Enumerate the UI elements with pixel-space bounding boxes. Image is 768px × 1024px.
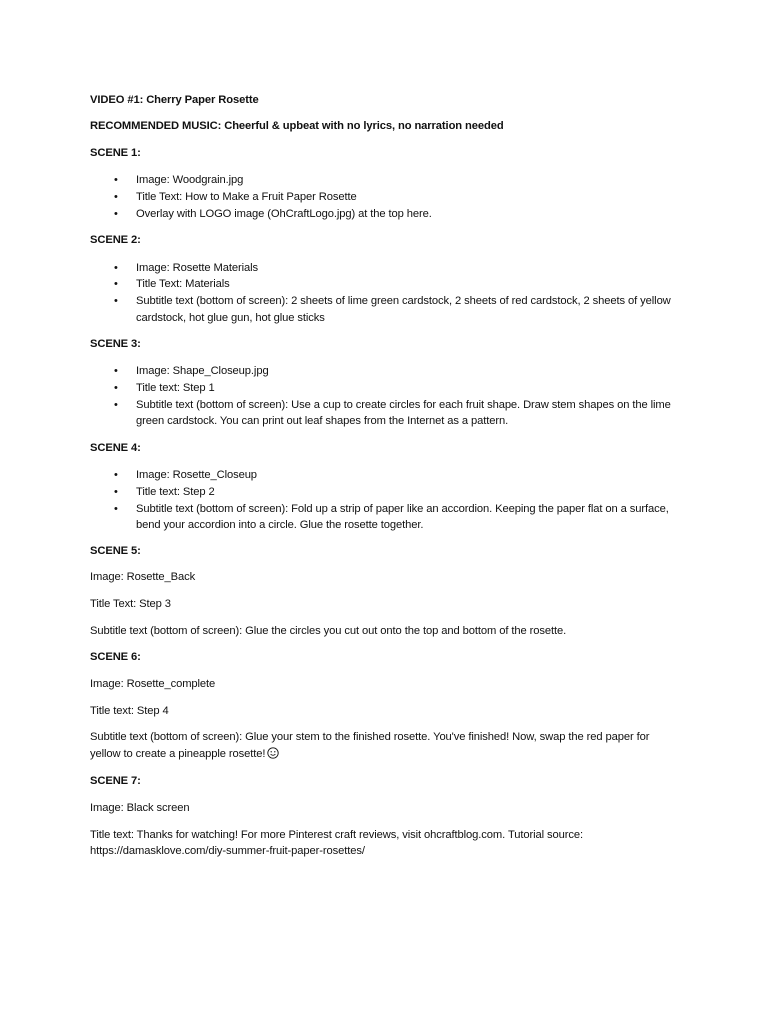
bullet: • (114, 262, 118, 274)
recommended-music: RECOMMENDED MUSIC: Cheerful & upbeat with no lyrics, no narration needed (90, 120, 504, 132)
bullet: • (114, 278, 118, 290)
scene-5-heading: SCENE 5: (90, 545, 141, 557)
scene-7-title-line-1: Title text: Thanks for watching! For more Pinterest craft reviews, visit ohcraftblog.com. Tutorial source: (90, 829, 584, 841)
bullet: • (114, 399, 118, 411)
bullet: • (114, 469, 118, 481)
scene-6-title: Title text: Step 4 (90, 705, 169, 717)
scene-6-subtitle-line-1: Subtitle text (bottom of screen): Glue your stem to the finished rosette. You've finished! Now, swap the red paper for (90, 731, 650, 743)
bullet: • (114, 382, 118, 394)
scene-3-title: Title text: Step 1 (136, 382, 215, 394)
scene-2-title: Title Text: Materials (136, 278, 230, 290)
bullet: • (114, 503, 118, 515)
scene-7-image: Image: Black screen (90, 802, 190, 814)
scene-6-subtitle-line-2-wrap (90, 747, 279, 763)
scene-3-image: Image: Shape_Closeup.jpg (136, 365, 269, 377)
scene-5-title: Title Text: Step 3 (90, 598, 171, 610)
scene-1-overlay: Overlay with LOGO image (OhCraftLogo.jpg) at the top here. (136, 208, 432, 220)
scene-2-subtitle-line-2: cardstock, hot glue gun, hot glue sticks (136, 312, 325, 324)
scene-7-tutorial-link: https://damasklove.com/diy-summer-fruit-paper-rosettes/ (90, 845, 365, 857)
smiley-face-icon (267, 747, 279, 763)
scene-7-heading: SCENE 7: (90, 775, 141, 787)
scene-4-image: Image: Rosette_Closeup (136, 469, 257, 481)
scene-4-subtitle-line-1: Subtitle text (bottom of screen): Fold up a strip of paper like an accordion. Keeping the paper flat on a surface, (136, 503, 669, 515)
bullet: • (114, 365, 118, 377)
scene-5-image: Image: Rosette_Back (90, 571, 196, 583)
scene-6-subtitle-line-2: yellow to create a pineapple rosette! (90, 748, 266, 760)
scene-1-image: Image: Woodgrain.jpg (136, 174, 244, 186)
bullet: • (114, 486, 118, 498)
scene-3-subtitle-line-2: green cardstock. You can print out leaf shapes from the Internet as a pattern. (136, 415, 509, 427)
scene-1-heading: SCENE 1: (90, 147, 141, 159)
scene-5-subtitle: Subtitle text (bottom of screen): Glue the circles you cut out onto the top and bottom of the rosette. (90, 625, 567, 637)
scene-3-subtitle-line-1: Subtitle text (bottom of screen): Use a cup to create circles for each fruit shape. Draw stem shapes on the lime (136, 399, 671, 411)
scene-4-subtitle-line-2: bend your accordion into a circle. Glue the rosette together. (136, 519, 424, 531)
bullet: • (114, 174, 118, 186)
scene-2-heading: SCENE 2: (90, 234, 141, 246)
scene-4-heading: SCENE 4: (90, 442, 141, 454)
scene-4-title: Title text: Step 2 (136, 486, 215, 498)
bullet: • (114, 208, 118, 220)
scene-1-title: Title Text: How to Make a Fruit Paper Rosette (136, 191, 357, 203)
scene-6-image: Image: Rosette_complete (90, 678, 216, 690)
scene-2-image: Image: Rosette Materials (136, 262, 258, 274)
scene-3-heading: SCENE 3: (90, 338, 141, 350)
scene-6-heading: SCENE 6: (90, 651, 141, 663)
bullet: • (114, 295, 118, 307)
video-title: VIDEO #1: Cherry Paper Rosette (90, 94, 259, 106)
bullet: • (114, 191, 118, 203)
scene-2-subtitle-line-1: Subtitle text (bottom of screen): 2 sheets of lime green cardstock, 2 sheets of red cardstock, 2 sheets of yellow (136, 295, 671, 307)
